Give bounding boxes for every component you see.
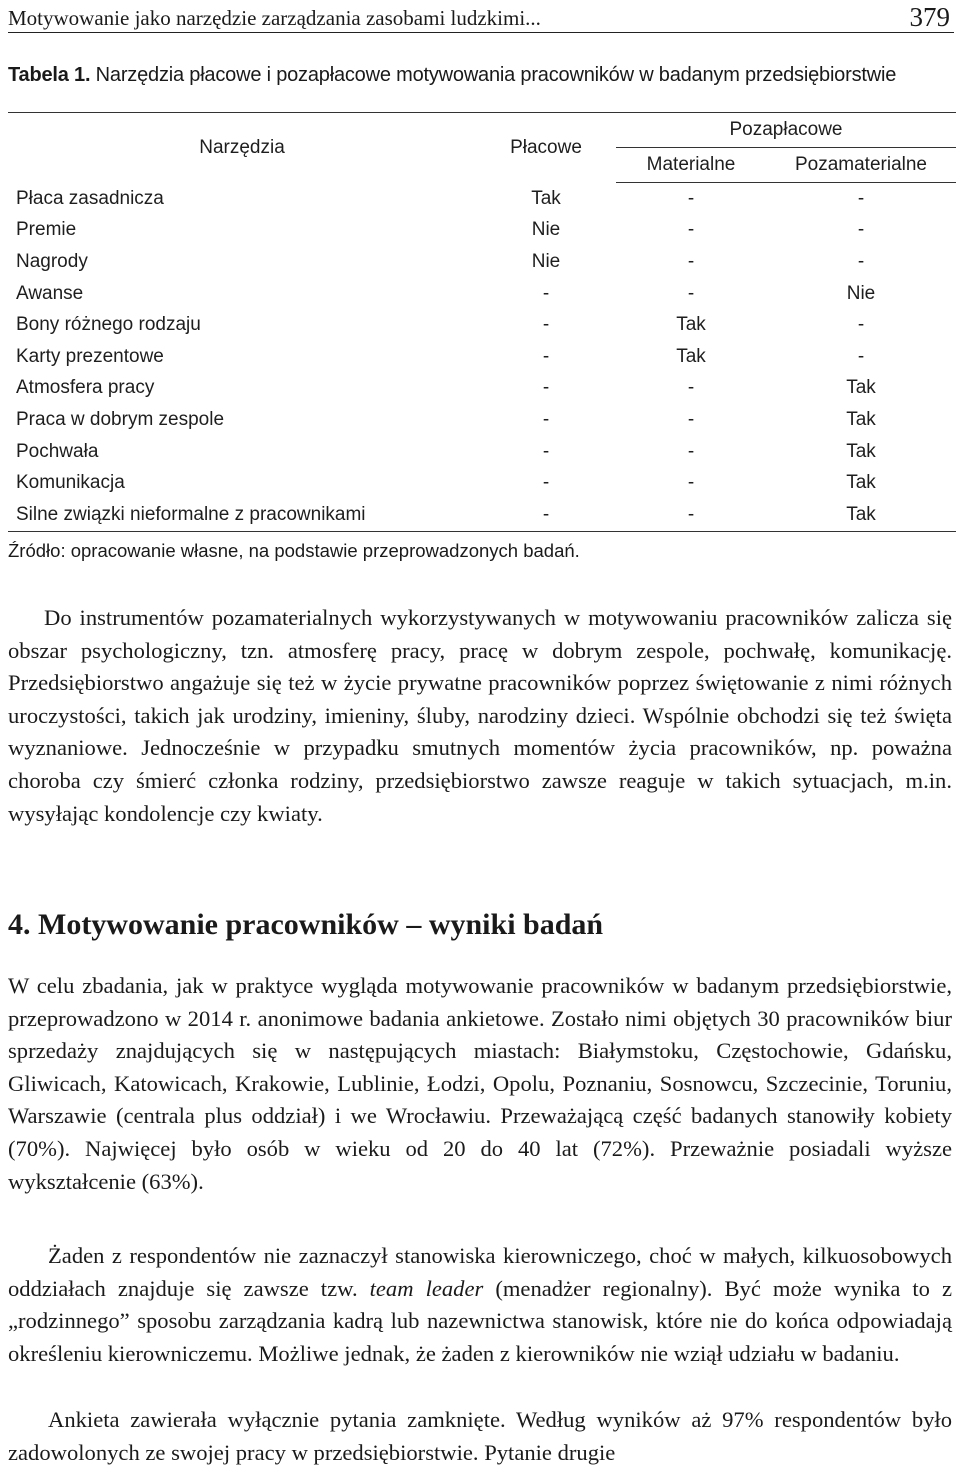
table-cell-value: - xyxy=(857,314,865,336)
table-cell-tool: Bony różnego rodzaju xyxy=(16,314,201,336)
running-header xyxy=(8,2,954,33)
table-cell-tool: Pochwała xyxy=(16,440,99,462)
table-cell-value: Tak xyxy=(846,377,876,399)
table-caption xyxy=(8,64,896,87)
header-material: Materialne xyxy=(616,148,766,183)
paragraph-research-method: W celu zbadania, jak w praktyce wygląda motywowanie pracowników w badanym przedsiębiorstwie, przeprowadzono w 2014 r. anonimowe badania ankietowe. Zostało nimi objętych 30 pracowników biur sprzedaży znajdujących się w następujących miastach: Białymstoku, Częstochowie, Gdańsku, Gliwicach, Katowicach, Krakowie, Lublinie, Łodzi, Opolu, Poznaniu, Sosnowcu, Szczecinie, Toruniu, Warszawie (centrala plus oddział) i we Wrocławiu. Przeważającą część badanych stanowiły kobiety (70%). Najwięcej było osób w wieku od 20 do 40 lat (72%). Przeważnie posiadali wyższe wykształcenie (63%). xyxy=(8,973,952,1194)
table-cell-tool: Silne związki nieformalne z pracownikami xyxy=(16,503,366,525)
table-cell-tool: Atmosfera pracy xyxy=(16,377,155,399)
table-cell-value: Tak xyxy=(531,187,561,209)
header-non-material: Pozamaterialne xyxy=(766,148,956,183)
table-row xyxy=(8,278,956,310)
table-row xyxy=(8,499,956,531)
table-cell-value: - xyxy=(542,472,550,494)
table-cell-tool: Komunikacja xyxy=(16,472,125,494)
table-cell-value: - xyxy=(687,219,695,241)
table-row xyxy=(8,373,956,405)
table-cell-value: - xyxy=(542,377,550,399)
team-leader-term: team leader xyxy=(369,1275,484,1301)
table-cell-value: Tak xyxy=(846,503,876,525)
table-cell-value: - xyxy=(542,408,550,430)
page-number: 379 xyxy=(909,2,950,32)
header-tools: Narzędzia xyxy=(199,136,285,158)
motivation-tools-table xyxy=(8,112,956,532)
table-cell-value: - xyxy=(687,187,695,209)
table-cell-value: - xyxy=(857,250,865,272)
table-row xyxy=(8,183,956,215)
table-cell-value: - xyxy=(687,472,695,494)
table-cell-value: - xyxy=(542,314,550,336)
running-title: Motywowanie jako narzędzie zarządzania zasobami ludzkimi... xyxy=(8,6,541,30)
section-heading: 4. Motywowanie pracowników – wyniki badań xyxy=(8,908,604,941)
table-cell-value: Nie xyxy=(531,219,561,241)
table-caption-label: Tabela 1. xyxy=(8,64,91,86)
table-cell-tool: Nagrody xyxy=(16,250,88,272)
table-caption-text: Narzędzia płacowe i pozapłacowe motywowania pracowników w badanym przedsiębiorstwie xyxy=(95,64,897,86)
table-cell-value: - xyxy=(857,219,865,241)
table-cell-value: Nie xyxy=(846,282,876,304)
table-cell-value: - xyxy=(687,282,695,304)
table-cell-value: - xyxy=(687,377,695,399)
table-cell-value: - xyxy=(542,503,550,525)
paragraph-respondents-part1: Żaden z respondentów nie zaznaczył stanowiska kierowniczego, choć w małych, kilkuosobowych oddziałach znajduje się zawsze tzw. xyxy=(8,1243,952,1301)
table-row xyxy=(8,341,956,373)
header-wage: Płacowe xyxy=(510,136,582,158)
table-cell-value: Tak xyxy=(676,345,706,367)
table-row xyxy=(8,309,956,341)
table-body xyxy=(8,183,956,532)
table-cell-tool: Praca w dobrym zespole xyxy=(16,408,225,430)
paragraph-survey: Ankieta zawierała wyłącznie pytania zamknięte. Według wyników aż 97% respondentów było zadowolonych ze swojej pracy w przedsiębiorstwie. Pytanie drugie xyxy=(8,1407,952,1465)
table-cell-tool: Premie xyxy=(16,219,77,241)
table-row xyxy=(8,436,956,468)
table-cell-value: - xyxy=(687,408,695,430)
table-cell-value: - xyxy=(542,440,550,462)
table-cell-tool: Płaca zasadnicza xyxy=(16,187,164,209)
header-non-wage: Pozapłacowe xyxy=(616,113,956,148)
table-cell-value: - xyxy=(687,250,695,272)
table-cell-value: - xyxy=(857,345,865,367)
table-cell-value: Tak xyxy=(846,472,876,494)
paragraph-respondents-part2: (menadżer regionalny). Być może wynika to z „rodzinnego” sposobu zarządzania kadrą lub nazewnictwa stanowisk, które nie do końca odpowiadają określeniu kierowniczemu. Możliwe jednak, że żaden z kierowników nie wziął udziału w badaniu. xyxy=(8,1275,953,1366)
table-cell-value: Tak xyxy=(676,314,706,336)
table-cell-value: - xyxy=(542,282,550,304)
table-cell-value: - xyxy=(687,503,695,525)
table-row xyxy=(8,246,956,278)
table-source: Źródło: opracowanie własne, na podstawie przeprowadzonych badań. xyxy=(8,540,580,561)
table-row xyxy=(8,404,956,436)
table-cell-tool: Karty prezentowe xyxy=(16,345,164,367)
table-cell-value: Tak xyxy=(846,408,876,430)
table-cell-value: - xyxy=(857,187,865,209)
table-cell-value: Nie xyxy=(531,250,561,272)
table-row xyxy=(8,215,956,247)
table-cell-value: Tak xyxy=(846,440,876,462)
table-cell-value: - xyxy=(687,440,695,462)
paragraph-respondents xyxy=(8,1240,952,1370)
paragraph-non-material-tools: Do instrumentów pozamaterialnych wykorzystywanych w motywowaniu pracowników zalicza się obszar psychologiczny, tzn. atmosferę pracy, pracę w dobrym zespole, pochwałę, komunikację. Przedsiębiorstwo angażuje się też w życie prywatne pracowników poprzez świętowanie z nimi różnych uroczystości, takich jak urodziny, imieniny, śluby, narodziny dzieci. Wspólnie obchodzi się też święta wyznaniowe. Jednocześnie w przypadku smutnych momentów życia pracowników, np. poważna choroba czy śmierć członka rodziny, przedsiębiorstwo zawsze reaguje w takich sytuacjach, m.in. wysyłając kondolencje czy kwiaty. xyxy=(8,605,952,826)
table-cell-tool: Awanse xyxy=(16,282,84,304)
table-row xyxy=(8,467,956,499)
table-cell-value: - xyxy=(542,345,550,367)
